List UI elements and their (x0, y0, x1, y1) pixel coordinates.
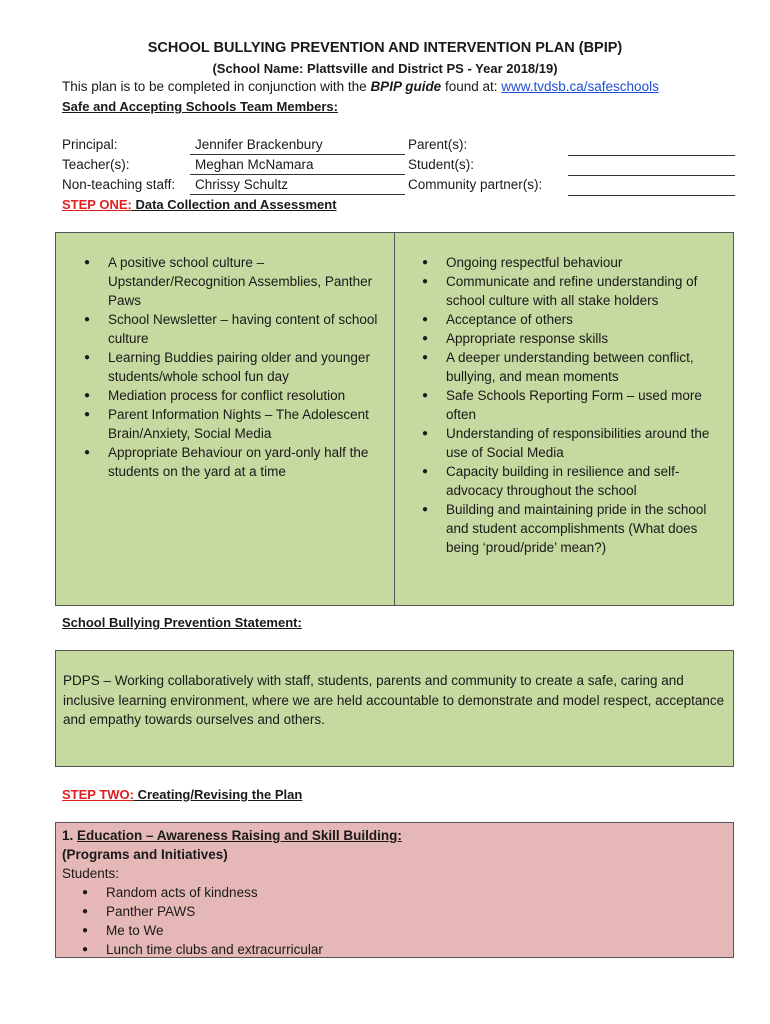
list-item: ● Learning Buddies pairing older and younger students/whole school fun day (84, 348, 389, 386)
list-item: ● Capacity building in resilience and self-advocacy throughout the school (422, 462, 727, 500)
prevention-statement-heading: School Bullying Prevention Statement: (62, 615, 302, 630)
step-two-heading (62, 787, 302, 802)
school-name-subtitle: (School Name: Plattsville and District PS - Year 2018/19) (212, 61, 558, 76)
list-item: ● Building and maintaining pride in the school and student accomplishments (What does being ‘proud/pride’ mean?) (422, 500, 727, 557)
intro-text-mid: found at: (441, 79, 502, 94)
list-item: ● Random acts of kindness (82, 883, 722, 902)
step-two-prefix: STEP TWO: (62, 787, 134, 802)
non-teaching-staff-value: Chrissy Schultz (190, 176, 405, 195)
list-item: ● Appropriate response skills (422, 329, 727, 348)
list-item: ● School Newsletter – having content of school culture (84, 310, 389, 348)
table-divider (394, 233, 395, 605)
list-item: ● Appropriate Behaviour on yard-only half the students on the yard at a time (84, 443, 389, 481)
list-item: ● Parent Information Nights – The Adolescent Brain/Anxiety, Social Media (84, 405, 389, 443)
principal-label: Principal: (62, 137, 118, 152)
step-one-heading (62, 197, 337, 212)
bpip-guide-label: BPIP guide (370, 79, 442, 94)
community-partners-label: Community partner(s): (408, 177, 543, 192)
teacher-label: Teacher(s): (62, 157, 130, 172)
list-item: ● Me to We (82, 921, 722, 940)
left-bullet-list (84, 253, 389, 481)
section-number: 1. (62, 828, 78, 843)
community-partners-field[interactable] (568, 177, 735, 196)
right-column (422, 253, 727, 625)
list-item: ● Communicate and refine understanding of school culture with all stake holders (422, 272, 727, 310)
right-bullet-list (422, 253, 727, 557)
step-one-title: Data Collection and Assessment (131, 197, 337, 212)
education-section-title (62, 826, 722, 845)
students-field[interactable] (568, 157, 735, 176)
programs-subtitle: (Programs and Initiatives) (62, 847, 228, 862)
non-teaching-staff-label: Non-teaching staff: (62, 177, 176, 192)
education-section-box (55, 822, 734, 958)
data-collection-table (55, 232, 734, 606)
list-item: ● Safe Schools Reporting Form – used more often (422, 386, 727, 424)
list-item: ● A positive school culture – Upstander/Recognition Assemblies, Panther Paws (84, 253, 389, 310)
team-heading: Safe and Accepting Schools Team Members: (62, 99, 338, 114)
principal-value: Jennifer Brackenbury (190, 136, 405, 155)
list-item: ● Acceptance of others (422, 310, 727, 329)
list-item: ● Ongoing respectful behaviour (422, 253, 727, 272)
list-item: ● Mediation process for conflict resolution (84, 386, 389, 405)
left-column (84, 253, 389, 625)
safeschools-link[interactable]: www.tvdsb.ca/safeschools (501, 79, 659, 94)
page-title: SCHOOL BULLYING PREVENTION AND INTERVENTION PLAN (BPIP) (147, 40, 623, 56)
students-subheading: Students: (62, 866, 120, 881)
list-item: ● Panther PAWS (82, 902, 722, 921)
section-title: Education – Awareness Raising and Skill Building: (77, 828, 402, 843)
parents-label: Parent(s): (408, 137, 468, 152)
prevention-statement-box (55, 650, 734, 767)
list-item: ● Lunch time clubs and extracurricular (82, 940, 722, 959)
students-bullet-list (82, 883, 722, 959)
step-one-prefix: STEP ONE: (62, 197, 132, 212)
list-item: ● A deeper understanding between conflict, bullying, and mean moments (422, 348, 727, 386)
intro-text: This plan is to be completed in conjunction with the (62, 79, 371, 94)
parents-field[interactable] (568, 137, 735, 156)
teacher-value: Meghan McNamara (190, 156, 405, 175)
list-item: ● Understanding of responsibilities around the use of Social Media (422, 424, 727, 462)
intro-line (62, 79, 659, 94)
students-label: Student(s): (408, 157, 475, 172)
step-two-title: Creating/Revising the Plan (133, 787, 303, 802)
prevention-statement-text: PDPS – Working collaboratively with staff, students, parents and community to create a safe, caring and inclusive learning environment, where we are held accountable to demonstrate and model respect, acceptance and empathy towards ourselves and others. (63, 673, 725, 727)
education-section-content (62, 826, 722, 959)
